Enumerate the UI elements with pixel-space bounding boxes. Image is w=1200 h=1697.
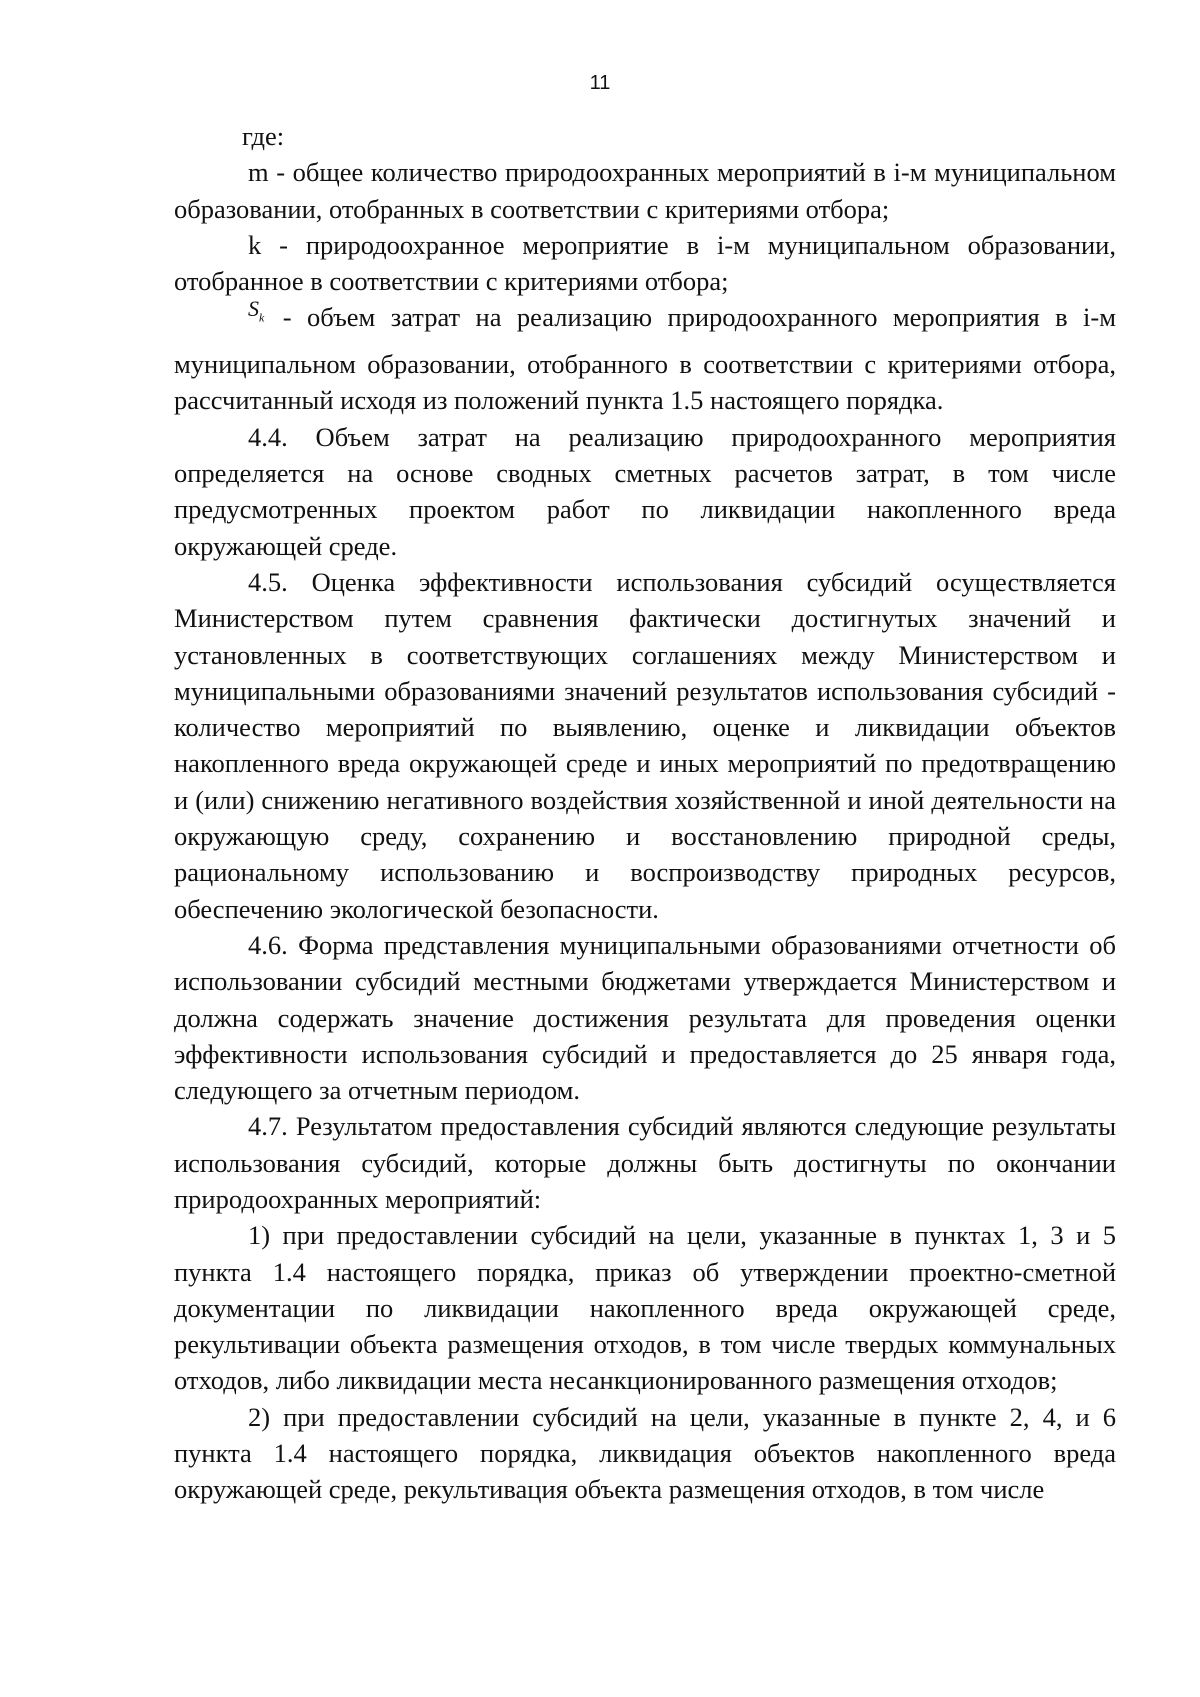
list-item-2: 2) при предоставлении субсидий на цели, указанные в пункте 2, 4, и 6 пункта 1.4 настоящего порядка, ликвидация объектов накопленного вреда окружающей среде, рекультивация объекта размещения отходов, в том числе [174,1401,1116,1505]
sk-subscript: k [259,310,265,325]
intro-line: где: [242,121,285,151]
paragraph-sk-definition [174,296,1116,418]
paragraph-4-4: 4.4. Объем затрат на реализацию природоохранного мероприятия определяется на основе сводных сметных расчетов затрат, в том числе предусмотренных проектом работ по ликвидации накопленного вреда окружающей среде. [174,421,1116,561]
paragraph-4-7: 4.7. Результатом предоставления субсидий являются следующие результаты использования субсидий, которые должны быть достигнуты по окончании природоохранных мероприятий: [174,1111,1116,1214]
paragraph-m-definition: m - общее количество природоохранных мероприятий в i-м муниципальном образовании, отобранных в соответствии с критериями отбора; [174,157,1116,224]
paragraph-k-definition: k - природоохранное мероприятие в i-м муниципальном образовании, отобранное в соответствии с критериями отбора; [174,229,1116,297]
paragraph-4-5: 4.5. Оценка эффективности использования субсидий осуществляется Министерством путем сравнения фактически достигнутых значений и установленных в соответствующих соглашениях между Министерством и муниципальными образованиями значений результатов использования субсидий - количество мероприятий по выявлению, оценке и ликвидации объектов накопленного вреда окружающей среде и иных мероприятий по предотвращению и (или) снижению негативного воздействия хозяйственной и иной деятельности на окружающую среду, сохранению и восстановлению природной среды, рациональному использованию и воспроизводству природных ресурсов, обеспечению экологической безопасности. [174,566,1116,924]
page-number: 11 [589,72,611,94]
list-item-1: 1) при предоставлении субсидий на цели, указанные в пунктах 1, 3 и 5 пункта 1.4 настоящего порядка, приказ об утверждении проектно-сметной документации по ликвидации накопленного вреда окружающей среде, рекультивации объекта размещения отходов, в том числе твердых коммунальных отходов, либо ликвидации места несанкционированного размещения отходов; [174,1220,1116,1396]
paragraph-4-6: 4.6. Форма представления муниципальными образованиями отчетности об использовании субсидий местными бюджетами утверждается Министерством и должна содержать значение достижения результата для проведения оценки эффективности использования субсидий и предоставляется до 25 января года, следующего за отчетным периодом. [174,929,1116,1106]
sk-definition-text: - объем затрат на реализацию природоохранного мероприятия в i-м муниципальном образовании, отобранного в соответствии с критериями отбора, рассчитанный исходя из положений пункта 1.5 настоящего порядка. [174,302,1116,416]
document-body [174,118,1116,1508]
sk-symbol: S [248,296,259,322]
sk-formula-symbol [248,296,265,325]
